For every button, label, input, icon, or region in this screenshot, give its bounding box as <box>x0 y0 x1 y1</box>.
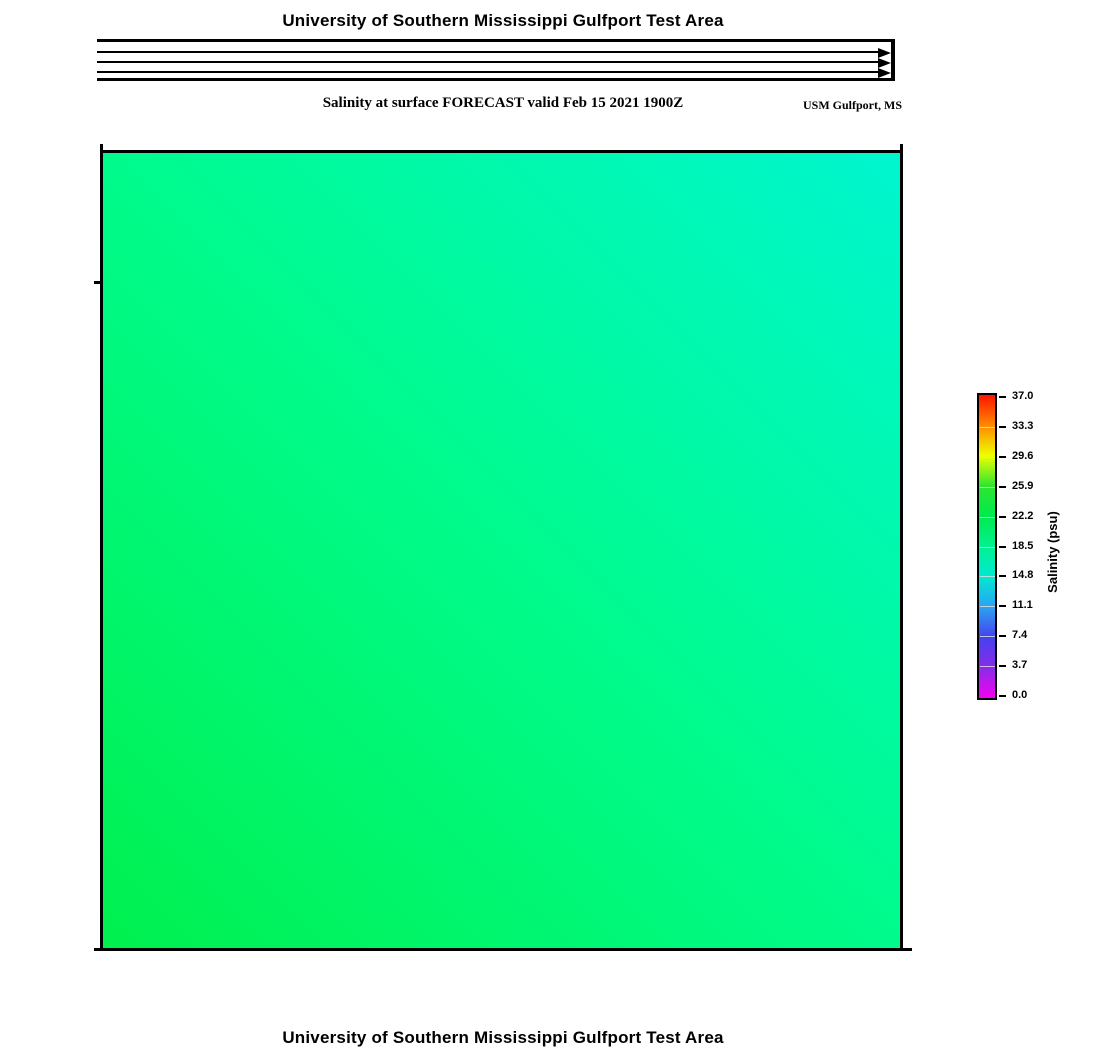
source-label: USM Gulfport, MS <box>803 98 902 112</box>
right-arrow-icon <box>878 48 891 58</box>
colorbar-tick-label: 7.4 <box>1012 629 1028 642</box>
colorbar-tick <box>999 695 1006 697</box>
colorbar-tick-label: 11.1 <box>1012 599 1033 612</box>
colorbar-tick <box>999 486 1006 488</box>
axis-tick <box>100 144 103 150</box>
colorbar-tick <box>999 575 1006 577</box>
colorbar-tick-label: 33.3 <box>1012 419 1034 432</box>
banner-top-rule <box>97 39 895 42</box>
axis-tick <box>903 948 912 951</box>
colorbar-level-separator <box>980 457 995 458</box>
right-arrow-icon <box>878 68 891 78</box>
banner-right-bar <box>891 39 895 81</box>
colorbar-level-separator <box>980 427 995 428</box>
forecast-subtitle: Salinity at surface FORECAST valid Feb 15 2021 1900Z <box>322 95 684 111</box>
colorbar-level-separator <box>980 547 995 548</box>
colorbar-level-separator <box>980 576 995 577</box>
colorbar-axis-label: Salinity (psu) <box>1045 511 1060 593</box>
colorbar-tick <box>999 426 1006 428</box>
colorbar-tick-label: 18.5 <box>1012 539 1034 552</box>
colorbar-level-separator <box>980 517 995 518</box>
colorbar-tick-label: 14.8 <box>1012 569 1034 582</box>
page-title: University of Southern Mississippi Gulfport Test Area <box>282 11 724 30</box>
colorbar-tick-label: 22.2 <box>1012 509 1034 522</box>
colorbar-tick <box>999 546 1006 548</box>
axis-tick <box>94 281 100 284</box>
colorbar-level-separator <box>980 487 995 488</box>
colorbar-tick <box>999 456 1006 458</box>
colorbar-tick-label: 25.9 <box>1012 479 1034 492</box>
right-arrow-icon <box>878 58 891 68</box>
colorbar-tick <box>999 396 1006 398</box>
colorbar-level-separator <box>980 666 995 667</box>
colorbar-tick-label: 29.6 <box>1012 449 1034 462</box>
banner-rule-line <box>97 61 878 63</box>
salinity-heatmap <box>100 150 903 951</box>
colorbar-tick-label: 3.7 <box>1012 659 1028 672</box>
banner-rule-line <box>97 71 878 73</box>
colorbar-tick <box>999 605 1006 607</box>
bottom-page-title: University of Southern Mississippi Gulfport Test Area <box>282 1028 724 1047</box>
banner-bottom-rule <box>97 78 895 81</box>
colorbar-level-separator <box>980 636 995 637</box>
colorbar-level-separator <box>980 606 995 607</box>
axis-tick <box>900 144 903 150</box>
banner-graphic <box>97 39 895 81</box>
colorbar-tick-label: 0.0 <box>1012 689 1028 701</box>
colorbar-tick <box>999 516 1006 518</box>
banner-rule-line <box>97 51 878 53</box>
axis-tick <box>94 948 100 951</box>
colorbar-tick-label: 37.0 <box>1012 390 1034 402</box>
colorbar-tick <box>999 665 1006 667</box>
colorbar-tick <box>999 635 1006 637</box>
